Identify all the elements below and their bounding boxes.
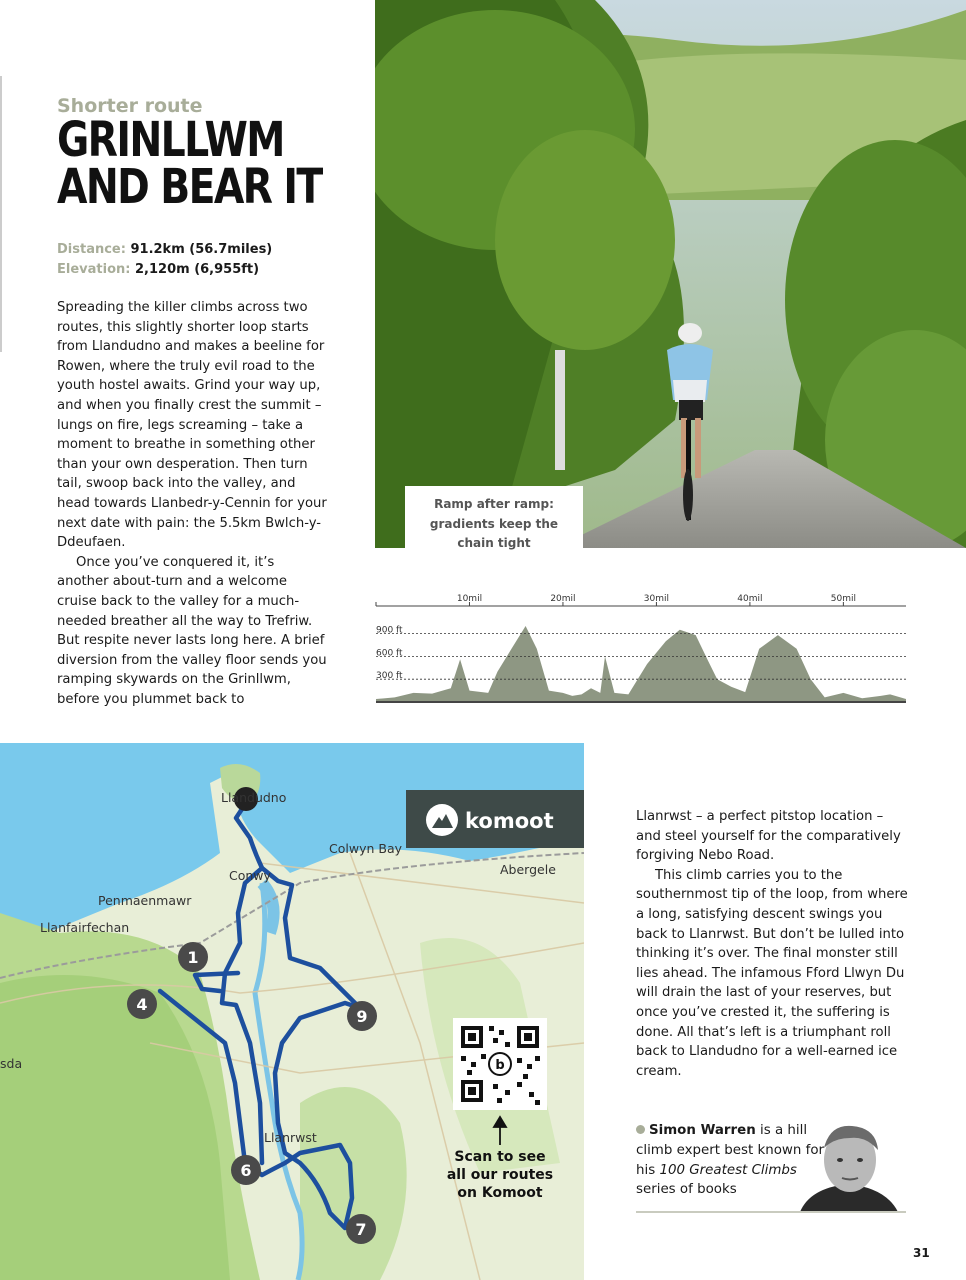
town-label: Conwy xyxy=(229,868,271,883)
page-edge-rule xyxy=(0,76,2,352)
y-tick-label: 300 ft xyxy=(376,671,403,682)
paragraph: Llanrwst – a perfect pitstop location – and steel yourself for the comparatively forgiving Nebo Road. xyxy=(636,809,901,864)
y-tick-label: 600 ft xyxy=(376,648,403,659)
caption-line: Ramp after ramp: xyxy=(434,497,554,511)
x-tick-label: 10mil xyxy=(456,594,483,604)
elevation-area xyxy=(376,626,906,702)
map-marker[interactable] xyxy=(231,1155,261,1185)
map-marker[interactable] xyxy=(346,1214,376,1244)
article-headline xyxy=(57,112,322,215)
x-tick-label: 20mil xyxy=(550,594,576,604)
bio-text: series of books xyxy=(636,1182,737,1198)
town-label: Llanrwst xyxy=(264,1130,317,1145)
distance-label: Distance: xyxy=(57,242,126,257)
komoot-logo xyxy=(406,790,584,848)
svg-text:9: 9 xyxy=(356,1007,368,1026)
headline-line-2: AND BEAR IT xyxy=(57,159,322,215)
scan-line: all our routes xyxy=(446,1167,554,1183)
paragraph: Once you’ve conquered it, it’s another about-turn and a welcome cruise back to the valley for a much-needed breather all the way to Trefriw. But respite never lasts long here. A brief diversion from the valley floor sends you ramping skywards on the Grinllwm, before you plummet back to xyxy=(57,554,327,707)
elevation-value: 2,120m (6,955ft) xyxy=(135,262,260,277)
caption-line: gradients keep the xyxy=(429,516,559,531)
author-photo xyxy=(790,1118,906,1212)
x-tick-label: 30mil xyxy=(643,594,670,604)
komoot-badge[interactable] xyxy=(406,790,584,848)
svg-text:b: b xyxy=(495,1058,505,1073)
caption-line: chain tight xyxy=(457,536,531,550)
elevation-profile-chart xyxy=(375,590,907,710)
body-column-1 xyxy=(57,298,329,709)
town-label: sda xyxy=(0,1056,23,1071)
town-label: Llanfairfechan xyxy=(40,920,130,935)
map-marker[interactable] xyxy=(127,989,157,1019)
paragraph: Spreading the killer climbs across two routes, this slightly shorter loop starts from Llandudno and makes a beeline for Rowen, where the truly evil road to the youth hostel awaits. Grind your way up, and when you finally crest the summit – lungs on fire, legs screaming – take a moment to breathe in something other than your own desperation. Then turn tail, swoop back into the valley, and head towards Llanbedr-y-Cennin for your next date with pain: the 5.5km Bwlch-y-Ddeufaen. xyxy=(57,300,327,551)
bio-divider xyxy=(636,1211,906,1213)
elevation-row xyxy=(57,260,272,280)
svg-text:4: 4 xyxy=(136,995,148,1014)
distance-row xyxy=(57,240,272,260)
map-marker[interactable] xyxy=(178,942,208,972)
x-tick-label: 50mil xyxy=(830,594,856,604)
section-kicker: Shorter route xyxy=(57,95,203,117)
photo-caption xyxy=(405,486,583,548)
svg-text:komoot: komoot xyxy=(465,809,554,833)
bio-text: is a hill climb expert best known for his xyxy=(636,1123,825,1178)
author-name: Simon Warren xyxy=(649,1123,756,1138)
cyclist-photo xyxy=(375,0,966,548)
page-number: 31 xyxy=(913,1246,930,1260)
town-label: Llandudno xyxy=(221,790,287,805)
town-label: Penmaenmawr xyxy=(98,893,192,908)
bio-bullet-icon xyxy=(636,1125,645,1134)
x-tick-label: 40mil xyxy=(737,594,763,604)
elevation-profile xyxy=(375,590,907,710)
svg-text:7: 7 xyxy=(355,1220,367,1239)
route-facts xyxy=(57,240,272,280)
body-column-2 xyxy=(636,807,910,1081)
book-title: 100 Greatest Climbs xyxy=(659,1162,797,1178)
town-label: Abergele xyxy=(500,862,556,877)
scan-line: Scan to see xyxy=(454,1149,546,1165)
town-label: Colwyn Bay xyxy=(329,841,402,856)
scan-line: on Komoot xyxy=(457,1185,543,1201)
distance-value: 91.2km (56.7miles) xyxy=(130,242,273,257)
map-marker[interactable] xyxy=(347,1001,377,1031)
svg-text:6: 6 xyxy=(240,1161,252,1180)
elevation-label: Elevation: xyxy=(57,262,131,277)
photo-illustration xyxy=(375,0,966,548)
author-portrait xyxy=(790,1118,906,1212)
qr-code[interactable] xyxy=(453,1018,547,1110)
scan-callout xyxy=(440,1148,560,1202)
headline-line-1: GRINLLWM xyxy=(57,112,284,168)
y-tick-label: 900 ft xyxy=(376,625,403,636)
qr-code-graphic xyxy=(453,1018,547,1110)
svg-text:1: 1 xyxy=(187,948,199,967)
paragraph: This climb carries you to the southernmost tip of the loop, from where a long, satisfying descent swings you back to Llanrwst. But don’t be lulled into thinking it’s over. The final monster still lies ahead. The infamous Fford Llwyn Du will drain the last of your reserves, but once you’ve crested it, the suffering is done. All that’s left is a triumphant roll back to Llandudno for a well-earned ice cream. xyxy=(636,867,908,1079)
